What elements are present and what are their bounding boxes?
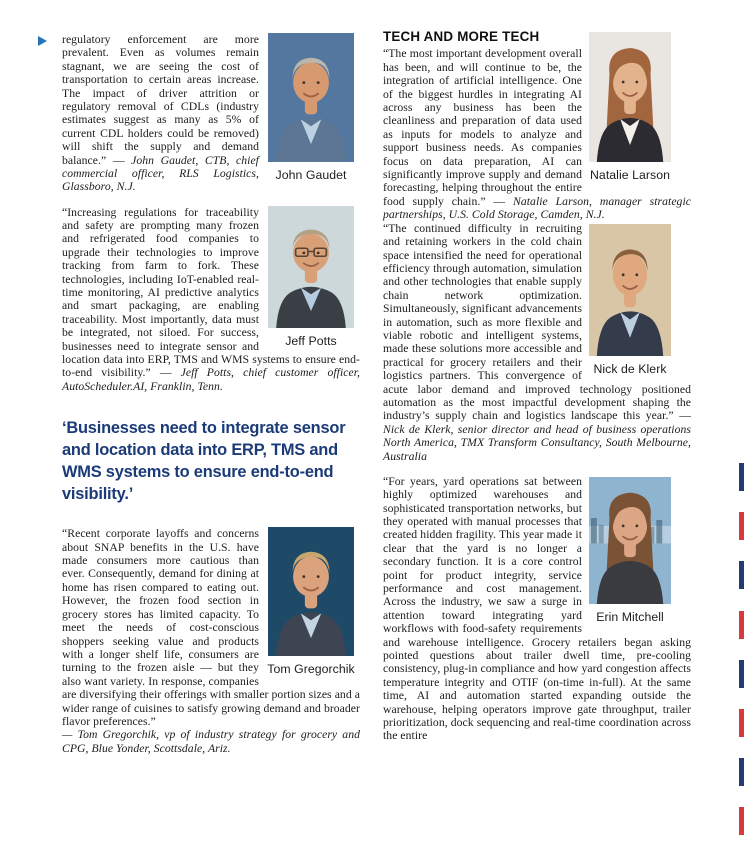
page-edge-tabs bbox=[739, 0, 744, 867]
photo-john-gaudet bbox=[268, 33, 354, 182]
quote-text: “Recent corporate layoffs and concerns about SNAP benefits in the U.S. have made consumers more cautious than ever. Consequently, demand for dining at home has risen compared to eating out. However, the frozen food section in grocery stores has limited capacity. To meet the needs of cost-conscious shoppers seeking value and products with a longer shelf life, consumers are turning to the frozen aisle — but they also want variety. In response, companies are diversifying their offerings with smaller portion sizes and a wider range of cuisines to satisfy growing demand and broader flavor preferences.” bbox=[62, 527, 360, 728]
quote-text: regulatory enforcement are more prevalent. Even as volumes remain stagnant, we are seeing the cost of transportation to certain areas increase. The impact of driver attrition or regulatory removal of CDLs (industry estimates suggest as many as 5% of current CDL holders could be removed) will shift the supply and demand balance.” — bbox=[62, 33, 259, 167]
quote-text: “For years, yard operations sat between highly optimized warehouses and sophisticated transportation networks, but they operated with manual processes that created hidden fragility. This year made it clear that the yard is no longer a secondary function. It is a core control point for product integrity, service performance and cost management. Across the industry, we saw a surge in attention toward integrating yard workflows with food-safety requirements and warehouse intelligence. Grocery retailers began asking pointed questions about trailer dwell time, pre-cooling consistency, plug-in compliance and how yard congestion affects temperature integrity and OTIF (on-time in-full). At the same time, AI and automation started expanding outside the warehouse, helping operators improve gate throughput, trailer prioritization, dock sequencing and real-time coordination across the entire bbox=[383, 474, 691, 743]
headshot-image-nick-de-klerk bbox=[589, 224, 671, 356]
quote-attribution: — Tom Gregorchik, vp of industry strategy for grocery and CPG, Blue Yonder, Scottsdale, Ariz. bbox=[62, 728, 360, 755]
headshot-image-jeff-potts bbox=[268, 206, 354, 328]
quote-text: “Increasing regulations for traceability and safety are prompting many frozen and refrigerated food companies to upgrade their technologies to improve tracking from farm to fork. These technologies, including IoT-enabled real-time monitoring, AI predictive analytics and smart packaging, are enabling traceability. Most importantly, data must be integrated, not siloed. For success, businesses need to integrate sensor and location data into ERP, TMS and WMS systems to ensure end-to-end visibility.” — bbox=[62, 205, 360, 380]
continued-bullet-icon bbox=[38, 36, 47, 46]
edge-tab bbox=[739, 561, 744, 589]
quote-attribution: Natalie Larson, manager strategic partnerships, U.S. Cold Storage, Camden, N.J. bbox=[383, 194, 691, 222]
headshot-image-john-gaudet bbox=[268, 33, 354, 162]
quote-attribution: Jeff Potts, chief customer officer, AutoScheduler.AI, Franklin, Tenn. bbox=[62, 366, 360, 393]
photo-caption-erin-mitchell: Erin Mitchell bbox=[596, 609, 664, 624]
edge-tab bbox=[739, 512, 744, 540]
right-column bbox=[383, 30, 691, 755]
section-heading: TECH AND MORE TECH bbox=[383, 29, 540, 44]
photo-caption-jeff-potts: Jeff Potts bbox=[285, 333, 337, 348]
photo-caption-nick-de-klerk: Nick de Klerk bbox=[593, 361, 667, 376]
headshot-image-tom-gregorchik bbox=[268, 527, 354, 656]
quote-text: “The most important development overall has been, and will continue to be, the integration of artificial intelligence. One of the biggest hurdles in integrating AI across any business has been the cleanliness and preparation of data used as inputs for models to analyze and support business needs. As companies focus on data preparation, AI can significantly improve supply and demand forecasting, helping throughout the entire food supply chain.” — bbox=[383, 47, 582, 208]
pull-quote: ‘Businesses need to integrate sensor and location data into ERP, TMS and WMS systems to ensure end-to-end visibility.’ bbox=[62, 419, 346, 504]
quote-attribution: Nick de Klerk, senior director and head of business operations North America, TMX Transform Consultancy, South Melbourne, Australia bbox=[383, 422, 691, 463]
edge-tab bbox=[739, 807, 744, 835]
quote-attribution: John Gaudet, CTB, chief commercial officer, RLS Logistics, Glassboro, N.J. bbox=[62, 153, 259, 194]
photo-caption-tom-gregorchik: Tom Gregorchik bbox=[267, 662, 355, 677]
photo-natalie-larson bbox=[589, 32, 671, 182]
photo-erin-mitchell bbox=[589, 477, 671, 624]
photo-jeff-potts bbox=[268, 206, 354, 348]
edge-tab bbox=[739, 758, 744, 786]
edge-tab bbox=[739, 611, 744, 639]
edge-tab bbox=[739, 463, 744, 491]
left-column bbox=[62, 33, 360, 767]
photo-caption-john-gaudet: John Gaudet bbox=[275, 168, 347, 182]
quote-text: “The continued difficulty in recruiting and retaining workers in the cold chain space intensified the need for operational efficiency through automation, simulation and other technologies that enable supply chain network optimization. Simultaneously, significant advancements in automation, such as more flexible and viable robotic and intelligent systems, made these solutions more accessible and practical for grocery retailers and their logistics partners. This convergence of acute labor demand and improved technology positioned automation as the most impactful development shaping the industry’s supply chain and logistics landscape this year.” — bbox=[383, 221, 691, 423]
section-tech-and-more-tech bbox=[383, 30, 691, 222]
photo-caption-natalie-larson: Natalie Larson bbox=[590, 168, 670, 182]
headshot-image-erin-mitchell bbox=[589, 477, 671, 604]
photo-nick-de-klerk bbox=[589, 224, 671, 376]
edge-tab bbox=[739, 660, 744, 688]
headshot-image-natalie-larson bbox=[589, 32, 671, 162]
edge-tab bbox=[739, 709, 744, 737]
photo-tom-gregorchik bbox=[268, 527, 354, 676]
